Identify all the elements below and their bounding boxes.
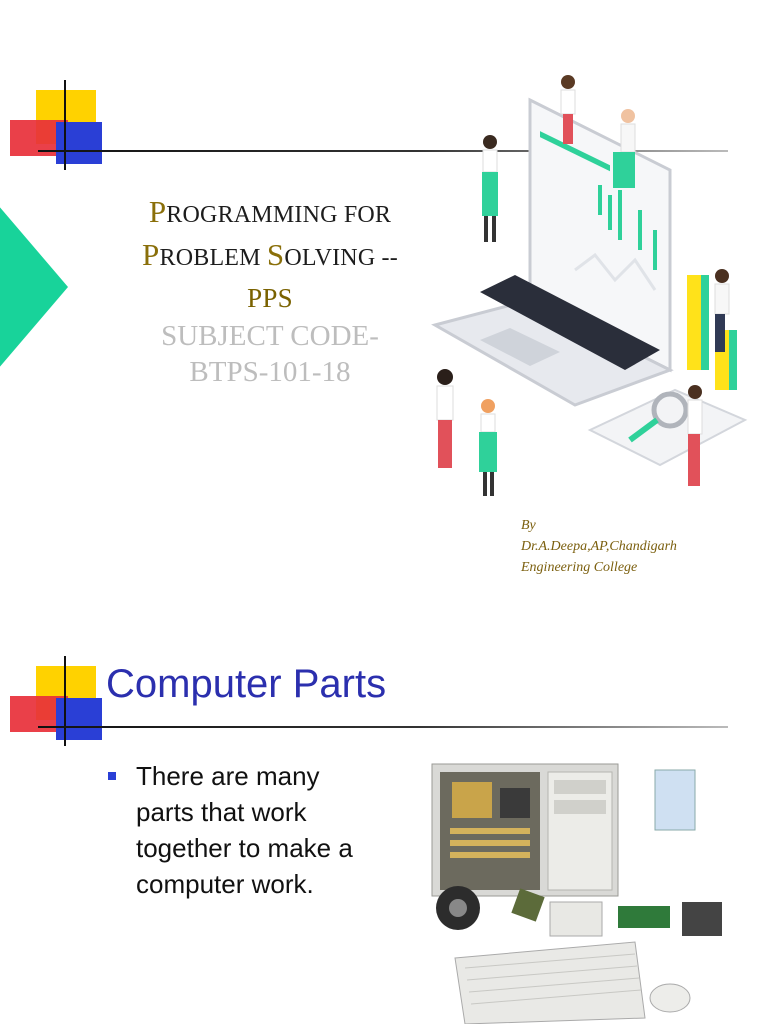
person-figure	[482, 135, 498, 242]
ram-package	[655, 770, 695, 830]
keyboard	[455, 942, 645, 1024]
title-line-1	[70, 192, 470, 235]
subject-code-label: SUBJECT CODE-	[161, 320, 379, 352]
title-initial: P	[142, 237, 160, 272]
motif-blue-block	[56, 122, 102, 164]
by-label: By	[521, 518, 536, 533]
person-figure	[437, 369, 453, 468]
title-initial: S	[266, 237, 285, 272]
institution-name: Engineering College	[521, 560, 638, 575]
computer-parts-slide	[0, 618, 768, 1024]
mouse	[650, 984, 690, 1012]
title-text: ROGRAMMING FOR	[166, 202, 392, 228]
person-figure	[688, 385, 702, 486]
person-figure	[561, 75, 575, 144]
teal-triangle-decoration	[0, 205, 68, 369]
motif-vertical-line	[64, 80, 66, 170]
cpu-fan	[682, 902, 722, 936]
author-name: Dr.A.Deepa,AP,Chandigarh	[521, 539, 677, 554]
title-initial: P	[148, 194, 167, 229]
person-figure	[479, 399, 497, 496]
bullet-item	[108, 758, 383, 902]
bullet-square-icon	[108, 772, 116, 780]
bullet-text: There are many parts that work together to make a computer work.	[136, 761, 353, 899]
motif-vertical-line	[64, 656, 66, 746]
computer-parts-photo-icon	[430, 758, 730, 1024]
motif-blue-block	[56, 698, 102, 740]
title-text: OLVING --	[284, 245, 398, 271]
title-text: ROBLEM	[159, 245, 267, 271]
subject-code-value: BTPS-101-18	[189, 356, 351, 388]
author-credit	[521, 515, 677, 578]
laptop-team-illustration-icon	[425, 70, 755, 510]
motif-horizontal-line	[38, 726, 728, 728]
title-line-2	[70, 235, 470, 278]
graphics-card	[618, 906, 670, 928]
title-acronym: PPS	[247, 283, 293, 313]
slide-title: Computer Parts	[106, 662, 387, 706]
title-block	[70, 192, 470, 390]
optical-drive	[550, 902, 602, 936]
